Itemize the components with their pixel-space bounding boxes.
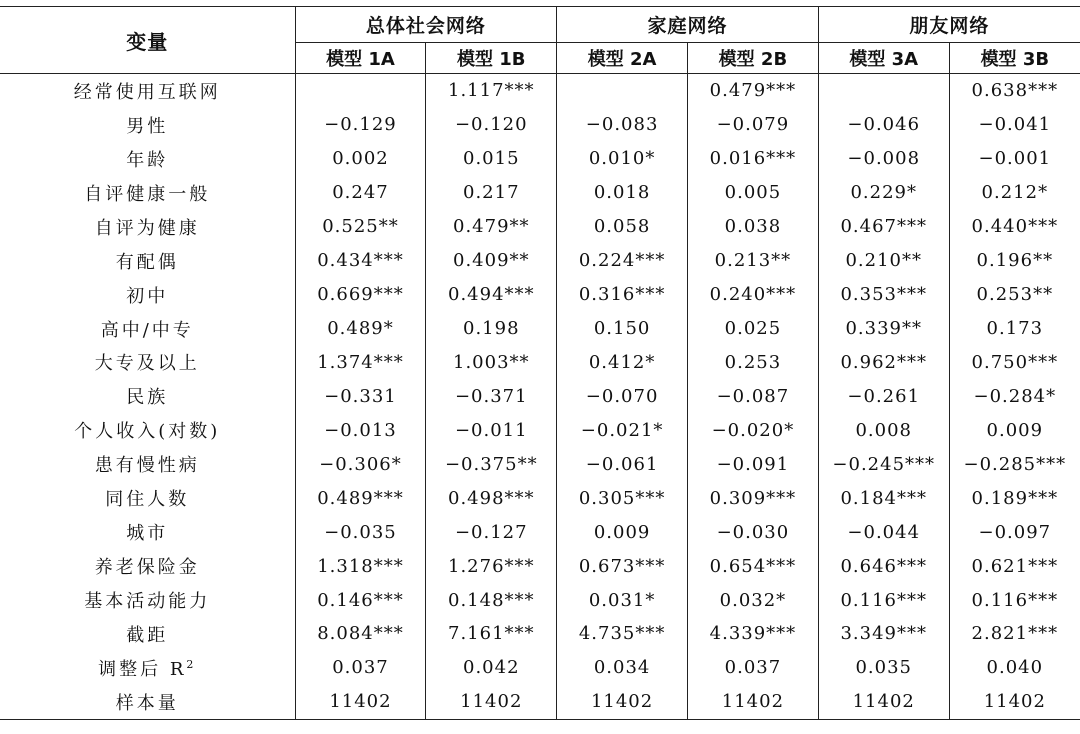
table-cell: 0.253	[688, 346, 819, 380]
row-label-text: 调整后 R	[98, 658, 187, 680]
table-cell: 0.002	[295, 142, 426, 176]
table-row	[0, 617, 1080, 651]
table-cell: 0.412*	[557, 346, 688, 380]
row-label-text: 自评为健康	[94, 217, 200, 239]
table-cell: −0.331	[295, 379, 426, 413]
row-label	[0, 278, 295, 312]
table-cell: 0.217	[426, 176, 557, 210]
row-label	[0, 142, 295, 176]
row-label	[0, 583, 295, 617]
table-cell: 0.025	[688, 312, 819, 346]
table-cell: 0.037	[295, 651, 426, 685]
row-label-text: 年龄	[126, 149, 169, 171]
table-cell: 0.316***	[557, 278, 688, 312]
row-label	[0, 210, 295, 244]
table-cell: 0.498***	[426, 481, 557, 515]
row-label-text: 自评健康一般	[84, 183, 211, 205]
table-cell: 0.213**	[688, 244, 819, 278]
table-cell: 0.240***	[688, 278, 819, 312]
group-header-friends: 朋友网络	[818, 7, 1080, 43]
regression-table	[0, 6, 1080, 720]
table-row	[0, 244, 1080, 278]
row-label-superscript: 2	[186, 657, 197, 671]
table-row	[0, 142, 1080, 176]
table-cell: 1.276***	[426, 549, 557, 583]
table-cell: 0.467***	[818, 210, 949, 244]
table-cell: −0.035	[295, 515, 426, 549]
table-cell: 0.247	[295, 176, 426, 210]
row-label	[0, 74, 295, 108]
table-cell: 0.196**	[976, 250, 1054, 272]
row-label-text: 样本量	[115, 692, 179, 714]
row-label-text: 有配偶	[115, 251, 179, 273]
row-label-text: 同住人数	[105, 489, 190, 511]
table-cell: 11402	[688, 685, 819, 719]
table-cell: 0.309***	[688, 481, 819, 515]
table-cell: 0.210**	[818, 244, 949, 278]
row-label	[0, 346, 295, 380]
row-label-text: 初中	[126, 285, 169, 307]
group-header-overall: 总体社会网络	[295, 7, 557, 43]
table-cell: 4.339***	[688, 617, 819, 651]
table-cell: 8.084***	[295, 617, 426, 651]
row-label-text: 养老保险金	[94, 557, 200, 579]
row-label-text: 个人收入(对数)	[74, 421, 221, 443]
table-cell: −0.001	[978, 148, 1052, 170]
table-cell: 0.409**	[426, 244, 557, 278]
table-cell: 0.173	[986, 318, 1044, 340]
table-cell: 0.621***	[971, 555, 1059, 577]
table-cell: 0.525**	[295, 210, 426, 244]
row-label	[0, 379, 295, 413]
table-cell: 0.229*	[818, 176, 949, 210]
table-row	[0, 447, 1080, 481]
table-cell: 4.735***	[557, 617, 688, 651]
header-row-groups	[0, 7, 1080, 43]
table-row	[0, 583, 1080, 617]
table-row	[0, 481, 1080, 515]
table-cell: 0.479***	[688, 74, 819, 108]
table-row	[0, 413, 1080, 447]
table-cell: 0.489*	[295, 312, 426, 346]
table-row	[0, 278, 1080, 312]
table-cell: 11402	[426, 685, 557, 719]
variable-header: 变量	[0, 7, 295, 74]
table-cell: −0.261	[818, 379, 949, 413]
table-cell: 0.148***	[426, 583, 557, 617]
table-row	[0, 515, 1080, 549]
table-cell: 0.638***	[971, 80, 1059, 102]
table-row	[0, 379, 1080, 413]
table-cell: −0.120	[426, 108, 557, 142]
table-cell: 0.305***	[557, 481, 688, 515]
row-label	[0, 244, 295, 278]
row-label-text: 患有慢性病	[94, 455, 200, 477]
table-cell: 0.042	[426, 651, 557, 685]
model-header-3a: 模型 3A	[818, 43, 949, 74]
table-cell: 0.032*	[688, 583, 819, 617]
table-cell: 0.009	[557, 515, 688, 549]
table-cell: 0.434***	[295, 244, 426, 278]
row-label-text: 男性	[126, 115, 169, 137]
table-cell: −0.306*	[295, 447, 426, 481]
model-header-2a: 模型 2A	[557, 43, 688, 74]
table-cell: −0.061	[557, 447, 688, 481]
table-cell: 0.016***	[688, 142, 819, 176]
table-cell: 0.353***	[818, 278, 949, 312]
row-label-text: 高中/中专	[100, 319, 194, 341]
table-cell: 0.669***	[295, 278, 426, 312]
model-header-1a: 模型 1A	[295, 43, 426, 74]
table-cell: 1.374***	[295, 346, 426, 380]
table-cell: −0.021*	[557, 413, 688, 447]
table-cell: 0.750***	[971, 351, 1059, 373]
table-cell: 0.150	[557, 312, 688, 346]
table-cell: 0.189***	[971, 487, 1059, 509]
table-cell: −0.011	[426, 413, 557, 447]
table-cell: 0.479**	[426, 210, 557, 244]
table-cell: −0.371	[426, 379, 557, 413]
table-cell: −0.030	[688, 515, 819, 549]
row-label-text: 经常使用互联网	[73, 81, 221, 103]
table-row	[0, 685, 1080, 719]
row-label	[0, 515, 295, 549]
table-cell: 1.117***	[426, 74, 557, 108]
table-cell	[295, 74, 426, 108]
table-cell: 0.654***	[688, 549, 819, 583]
table-cell: −0.375**	[426, 447, 557, 481]
table-cell: 0.009	[986, 419, 1044, 441]
row-label	[0, 312, 295, 346]
row-label	[0, 617, 295, 651]
model-header-2b: 模型 2B	[688, 43, 819, 74]
table-cell: −0.079	[688, 108, 819, 142]
table-cell: 0.034	[557, 651, 688, 685]
table-row	[0, 549, 1080, 583]
table-cell: −0.013	[295, 413, 426, 447]
table-cell: −0.020*	[688, 413, 819, 447]
model-header-3b: 模型 3B	[949, 43, 1080, 74]
row-label	[0, 481, 295, 515]
table-cell: 0.015	[426, 142, 557, 176]
table-cell: 11402	[295, 685, 426, 719]
table-cell: −0.129	[295, 108, 426, 142]
table-cell: −0.091	[688, 447, 819, 481]
row-label	[0, 549, 295, 583]
table-cell: 0.040	[986, 657, 1044, 679]
row-label-text: 基本活动能力	[84, 591, 211, 613]
table-cell: 0.253**	[976, 284, 1054, 306]
table-cell	[818, 74, 949, 108]
row-label-text: 大专及以上	[94, 353, 200, 375]
table-cell: −0.046	[818, 108, 949, 142]
table-row	[0, 210, 1080, 244]
table-cell: 0.212*	[981, 182, 1049, 204]
table-cell: −0.044	[818, 515, 949, 549]
group-header-family: 家庭网络	[557, 7, 819, 43]
table-cell: 11402	[818, 685, 949, 719]
table-cell: 0.031*	[557, 583, 688, 617]
table-cell: −0.097	[978, 521, 1052, 543]
table-cell: 11402	[949, 685, 1080, 719]
table-cell: 0.440***	[971, 216, 1059, 238]
table-row	[0, 651, 1080, 685]
table-cell: 0.058	[557, 210, 688, 244]
table-cell: −0.245***	[818, 447, 949, 481]
table-cell: −0.070	[557, 379, 688, 413]
row-label	[0, 651, 295, 685]
table-cell: 0.008	[818, 413, 949, 447]
table-cell: 0.005	[688, 176, 819, 210]
table-cell: 0.198	[426, 312, 557, 346]
table-cell: 0.116***	[971, 589, 1059, 611]
table-cell: 0.018	[557, 176, 688, 210]
row-label	[0, 176, 295, 210]
table-cell: −0.284*	[973, 385, 1057, 407]
table-row	[0, 346, 1080, 380]
table-cell: −0.083	[557, 108, 688, 142]
table-cell: −0.041	[978, 114, 1052, 136]
row-label-text: 民族	[126, 387, 169, 409]
table-cell: 0.184***	[818, 481, 949, 515]
table-cell: 0.339**	[818, 312, 949, 346]
table-cell: 11402	[557, 685, 688, 719]
table-row	[0, 74, 1080, 108]
table-row	[0, 108, 1080, 142]
table-cell: 0.489***	[295, 481, 426, 515]
row-label	[0, 685, 295, 719]
row-label	[0, 447, 295, 481]
table-cell: 7.161***	[426, 617, 557, 651]
table-cell: −0.008	[818, 142, 949, 176]
table-cell: 2.821***	[971, 623, 1059, 645]
table-cell: 0.010*	[557, 142, 688, 176]
table-cell: 0.038	[688, 210, 819, 244]
table-cell: 0.037	[688, 651, 819, 685]
table-cell	[557, 74, 688, 108]
table-cell: 0.494***	[426, 278, 557, 312]
table-cell: 0.962***	[818, 346, 949, 380]
table-row	[0, 312, 1080, 346]
table-body	[0, 74, 1080, 720]
table-cell: −0.087	[688, 379, 819, 413]
table-cell: 0.116***	[818, 583, 949, 617]
table-cell: 0.146***	[295, 583, 426, 617]
row-label	[0, 413, 295, 447]
model-header-1b: 模型 1B	[426, 43, 557, 74]
table-cell: 0.673***	[557, 549, 688, 583]
row-label	[0, 108, 295, 142]
table-cell: 0.646***	[818, 549, 949, 583]
row-label-text: 城市	[126, 523, 169, 545]
table-cell: 1.318***	[295, 549, 426, 583]
table-cell: 1.003**	[426, 346, 557, 380]
table-row	[0, 176, 1080, 210]
table-cell: 3.349***	[818, 617, 949, 651]
table-cell: −0.127	[426, 515, 557, 549]
row-label-text: 截距	[126, 624, 169, 646]
table-cell: 0.035	[818, 651, 949, 685]
table-cell: −0.285***	[963, 453, 1067, 475]
table-cell: 0.224***	[557, 244, 688, 278]
